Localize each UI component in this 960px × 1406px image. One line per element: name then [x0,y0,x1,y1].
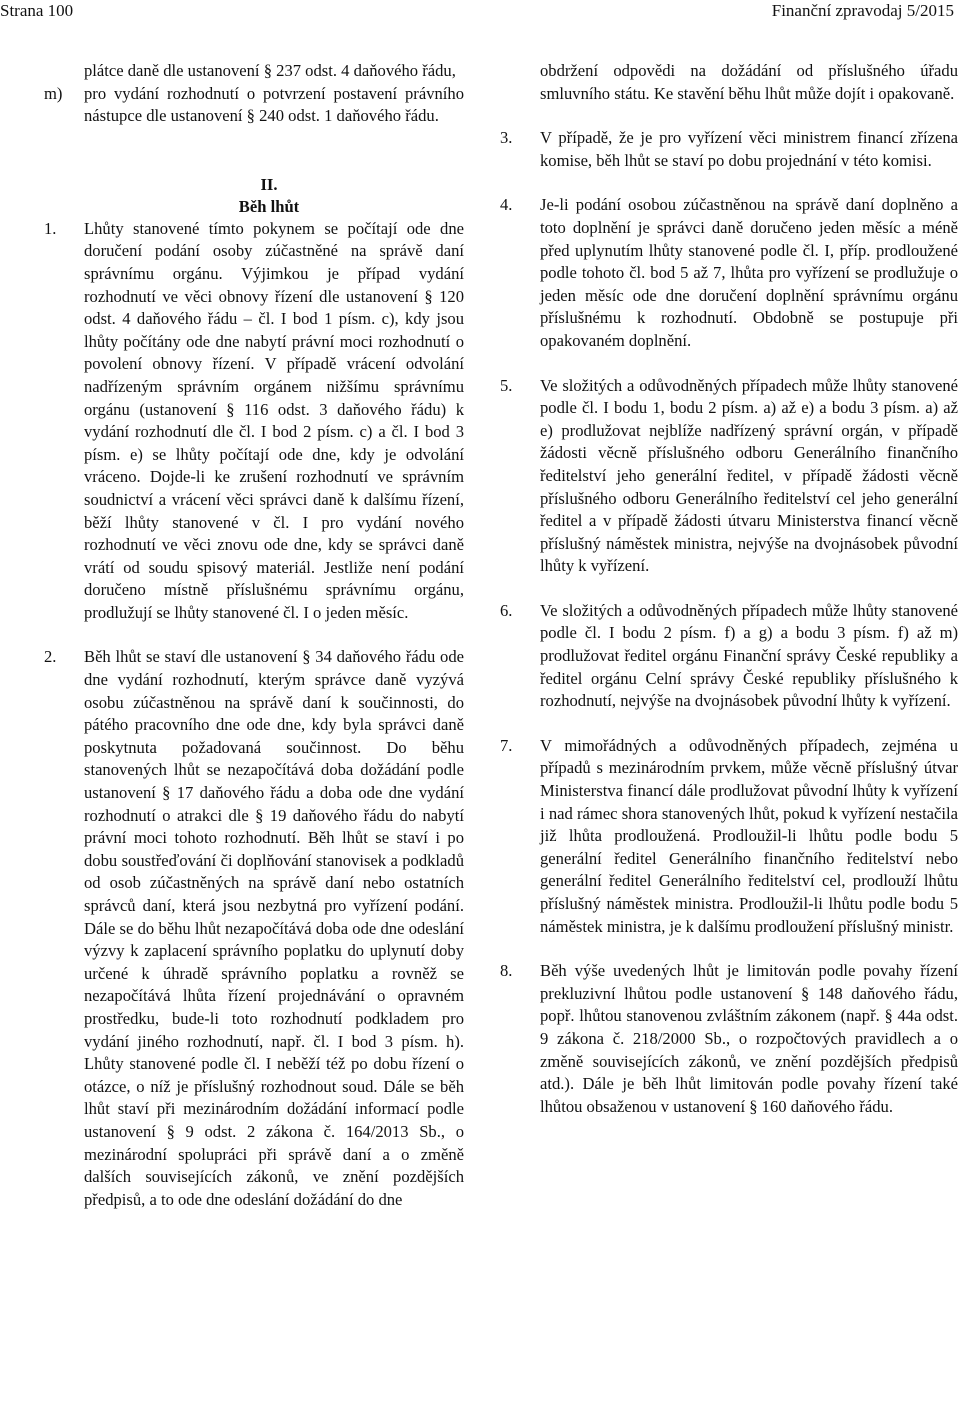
item-text: V případě, že je pro vyřízení věci ministrem financí zřízena komise, běh lhůt se staví po dobu projednání v této komisi. [540,128,958,170]
item-number: 4. [500,195,513,215]
item-text: Ve složitých a odůvodněných případech může lhůty stanovené podle čl. I bodu 2 písm. f) a g) a bodu 3 písm. f) až m) prodlužovat ředitel orgánu Finanční správy České republiky a ředitel orgánu Celní správy České republiky příslušného k rozhodnutí, nejvýše na dvojnásobek původní lhůty k vyřízení. [540,600,958,711]
page-number: Strana 100 [0,1,74,20]
list-item [500,600,958,713]
page-header [0,0,960,26]
left-column [44,60,464,1233]
item-text: pro vydání rozhodnutí o potvrzení postavení právního nástupce dle ustanovení § 240 odst. 1 daňového řádu. [84,83,464,126]
item-number: 5. [500,375,513,395]
item-text: Běh lhůt se staví dle ustanovení § 34 daňového řádu ode dne vydání rozhodnutí, kterým správce daně vyzývá osobu zúčastněnou na správě daní k součinnosti, do pátého pracovního dne ode dne, kdy byla správci daně poskytnuta požadovaná součinnost. Do běhu stanovených lhůt se nezapočítává doba dožádání podle ustanovení § 17 daňového řádu a doba ode dne vydání rozhodnutí o atrakci dle § 19 daňového řádu do nabytí právní moci tohoto rozhodnutí. Běh lhůt se staví i po dobu soustřeďování či doplňování stanovisek a podkladů od osob zúčastněných na správě daní nebo ostatních správců daní, která jsou nezbytná pro vyřízení podání. Dále se do běhu lhůt nezapočítává doba ode dne odeslání výzvy k zaplacení správního poplatku do uplynutí doby určené k úhradě správního poplatku a rovněž se nezapočítává lhůta řízení projednávání o opravném prostředku, bude-li toto rozhodnutí podkladem pro vydání jiného rozhodnutí, např. čl. I bod 3 písm. h). Lhůty stanovené podle čl. I neběží též po dobu řízení o otázce, o níž je příslušný rozhodnout soud. Dále se běh lhůt staví při mezinárodním dožádání informací podle ustanovení § 9 odst. 2 zákona č. 164/2013 Sb., o mezinárodní spolupráci při správě daní a o změně dalších souvisejících zákonů, ve znění pozdějších předpisů, a to ode dne odeslání dožádání do dne [84,647,464,1209]
list-item [500,735,958,938]
item-number: 7. [500,735,513,755]
publication-title: Finanční zpravodaj 5/2015 [771,1,954,20]
list-item-m [44,83,464,128]
continuation-text: plátce daně dle ustanovení § 237 odst. 4 daňového řádu, [84,61,456,80]
right-column [500,60,958,1140]
item-text: Je-li podání osobou zúčastněnou na správě daní doplněno a toto doplnění je správci daně doručeno jeden měsíc a méně před uplynutím lhůty stanovené podle čl. I, příp. prodloužené podle tohoto čl. bod 5 až 7, lhůta pro vyřízení se prodlužuje o jeden měsíc ode dne doručení doplnění správnímu orgánu příslušnému k rozhodnutí. Obdobně se postupuje při opakovaném doplnění. [540,195,958,350]
item-number: 2. [44,647,57,667]
section-title: Běh lhůt [238,196,300,216]
continuation-text: obdržení odpovědi na dožádání od příslušného úřadu smluvního státu. Ke stavění běhu lhůt může dojít i opakovaně. [540,61,958,103]
list-item [500,127,958,172]
list-item [500,375,958,578]
item-number: 1. [44,218,57,238]
list-item [44,646,464,1211]
item-text: Lhůty stanovené tímto pokynem se počítají ode dne doručení podání osoby zúčastněné na správě daní správnímu orgánu. Výjimkou je případ vydání rozhodnutí ve věci obnovy řízení dle ustanovení § 120 odst. 4 daňového řádu – čl. I bod 1 písm. c), kdy jsou lhůty počítány ode dne nabytí právní moci rozhodnutí o povolení obnovy řízení. V případě vrácení odvolání nadřízeným správním orgánem nižšímu správnímu orgánu (ustanovení § 116 odst. 3 daňového řádu) k vydání rozhodnutí dle čl. I bod 2 písm. c) a čl. I bod 3 písm. e) se lhůty počítají ode dne, kdy je odvolání vráceno. Dojde-li ke zrušení rozhodnutí ve správním soudnictví a vrácení věci správci daně k dalšímu řízení, běží lhůty stanovené v čl. I pro vydání nového rozhodnutí ve věci znovu ode dne, kdy se správci daně vrátí od soudu spisový materiál. Jestliže není podání doručeno místně příslušnému správnímu orgánu, prodlužují se lhůty stanovené čl. I o jeden měsíc. [84,218,464,622]
section-heading [44,174,464,218]
item-text: Běh výše uvedených lhůt je limitován podle povahy řízení prekluzivní lhůtou podle ustanovení § 148 daňového řádu, popř. lhůtou stanovenou zvláštním zákonem (např. § 44a odst. 9 zákona č. 218/2000 Sb., o rozpočtových pravidlech a o změně souvisejících zákonů, ve znění pozdějších předpisů atd.). Dále je běh lhůt limitován podle povahy řízení také lhůtou obsaženou v ustanovení § 160 daňového řádu. [540,961,958,1116]
list-item [44,218,464,625]
item-number: 3. [500,128,513,148]
item-text: Ve složitých a odůvodněných případech může lhůty stanovené podle čl. I bodu 1, bodu 2 písm. a) až e) a bodu 3 písm. a) až e) prodlužovat nejblíže nadřízený správní orgán, v případě žádosti věcně příslušného odboru Generálního finančního ředitelství jeho generální ředitel, v případě žádosti věcně příslušného odboru Generálního ředitelství cel jeho generální ředitel a v případě žádosti útvaru Ministerstva financí věcně příslušný náměstek ministra, nejvýše na dvojnásobek původní lhůty k vyřízení. [540,375,958,576]
item-number: 6. [500,600,513,620]
list-item [500,194,958,352]
section-number: II. [260,174,278,194]
item-number: 8. [500,961,513,981]
item-text: V mimořádných a odůvodněných případech, zejména u případů s mezinárodním prvkem, může věcně příslušný útvar Ministerstva financí dále prodlužovat původní lhůty k vyřízení i nad rámec shora stanovených lhůt, pokud k vyřízení nestačila již lhůta prodloužená. Prodloužil-li lhůtu podle bodu 5 generální ředitel Generálního finančního ředitelství nebo generální ředitel Generálního ředitelství cel, prodlouží lhůtu příslušný náměstek ministra. Prodloužil-li lhůtu podle bodu 5 náměstek ministra, je k dalšímu prodloužení příslušný ministr. [540,735,958,936]
item-label: m) [44,83,63,103]
list-item [500,960,958,1118]
